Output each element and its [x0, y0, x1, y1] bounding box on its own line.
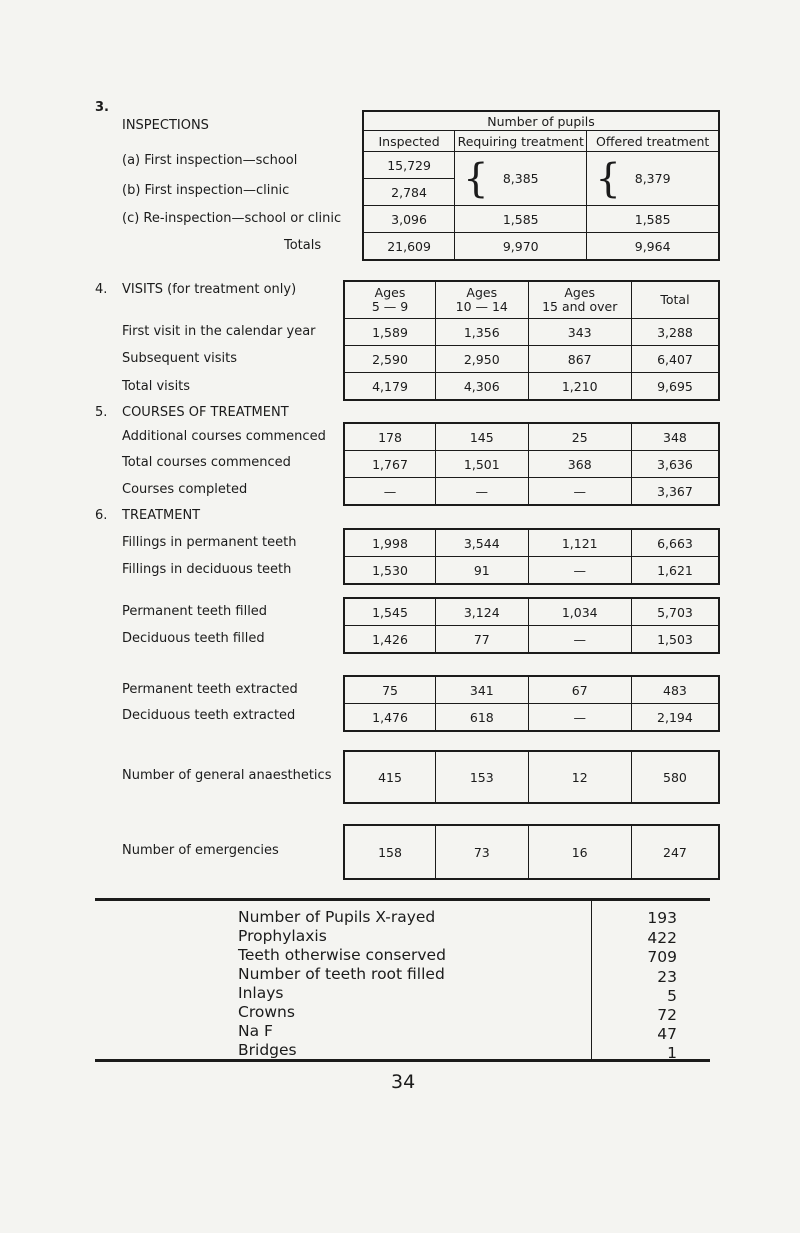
- summary-value: 5: [667, 987, 677, 1005]
- row-label-totals: Totals: [284, 238, 322, 253]
- inspected-school: 15,729: [363, 152, 455, 179]
- col-header-ages-15-over: Ages 15 and over: [528, 281, 631, 319]
- page-number: 34: [391, 1071, 416, 1093]
- summary-value: 193: [647, 909, 677, 927]
- table-row: 1,530 91 — 1,621: [344, 557, 719, 585]
- table-row: 1,589 1,356 343 3,288: [344, 319, 719, 346]
- table-row: 158 73 16 247: [344, 825, 719, 879]
- row-label-fillings-permanent: Fillings in permanent teeth: [122, 535, 297, 550]
- summary-value: 72: [657, 1006, 677, 1024]
- table-row: 1,998 3,544 1,121 6,663: [344, 529, 719, 557]
- requiring-total: 9,970: [455, 233, 587, 261]
- summary-label: Bridges: [238, 1041, 297, 1059]
- table-row: 1,545 3,124 1,034 5,703: [344, 598, 719, 626]
- col-header-requiring-treatment: Requiring treatment: [455, 131, 587, 152]
- row-label-first-inspection-school: (a) First inspection—school: [122, 153, 298, 168]
- section-3-title: INSPECTIONS: [122, 118, 209, 133]
- summary-label: Crowns: [238, 1003, 295, 1021]
- row-label-additional-courses: Additional courses commenced: [122, 429, 326, 444]
- summary-value: 23: [657, 968, 677, 986]
- brace-icon: {: [463, 156, 489, 202]
- row-label-fillings-deciduous: Fillings in deciduous teeth: [122, 562, 292, 577]
- section-5-title: COURSES OF TREATMENT: [122, 405, 289, 420]
- table-row: 2,590 2,950 867 6,407: [344, 346, 719, 373]
- table-row: 415 153 12 580: [344, 751, 719, 803]
- row-label-emergencies: Number of emergencies: [122, 843, 279, 858]
- section-3-number: 3.: [95, 100, 109, 115]
- teeth-extracted-table: [343, 675, 720, 732]
- summary-value: 709: [647, 948, 677, 966]
- row-label-deciduous-extracted: Deciduous teeth extracted: [122, 708, 296, 723]
- row-label-total-visits: Total visits: [122, 379, 191, 394]
- section-6-title: TREATMENT: [122, 508, 201, 523]
- summary-value: 1: [667, 1044, 677, 1062]
- table-row: 1,767 1,501 368 3,636: [344, 451, 719, 478]
- col-header-ages-10-14: Ages 10 — 14: [436, 281, 529, 319]
- inspections-table: [362, 110, 720, 261]
- row-label-permanent-extracted: Permanent teeth extracted: [122, 682, 298, 697]
- summary-label: Teeth otherwise conserved: [238, 946, 446, 964]
- summary-label: Number of teeth root filled: [238, 965, 445, 983]
- offered-re-inspection: 1,585: [587, 206, 719, 233]
- summary-label: Inlays: [238, 984, 284, 1002]
- visits-table: [343, 280, 720, 401]
- row-label-subsequent-visits: Subsequent visits: [122, 351, 238, 366]
- number-of-pupils-header: Number of pupils: [363, 111, 719, 131]
- row-label-first-inspection-clinic: (b) First inspection—clinic: [122, 183, 290, 198]
- teeth-filled-table: [343, 597, 720, 654]
- inspected-clinic: 2,784: [363, 179, 455, 206]
- table-row: 1,426 77 — 1,503: [344, 626, 719, 654]
- table-row: 4,179 4,306 1,210 9,695: [344, 373, 719, 401]
- offered-total: 9,964: [587, 233, 719, 261]
- summary-divider: [591, 901, 592, 1059]
- summary-box: [95, 898, 710, 1062]
- section-6-number: 6.: [95, 508, 108, 523]
- row-label-courses-completed: Courses completed: [122, 482, 248, 497]
- anaesthetics-table: [343, 750, 720, 804]
- summary-label: Na F: [238, 1022, 273, 1040]
- courses-table: [343, 422, 720, 506]
- table-row: — — — 3,367: [344, 478, 719, 506]
- table-row: 75 341 67 483: [344, 676, 719, 704]
- table-row: 1,476 618 — 2,194: [344, 704, 719, 732]
- brace-icon: {: [595, 156, 621, 202]
- col-header-offered-treatment: Offered treatment: [587, 131, 719, 152]
- fillings-table: [343, 528, 720, 585]
- emergencies-table: [343, 824, 720, 880]
- summary-label: Prophylaxis: [238, 927, 327, 945]
- inspected-re-inspection: 3,096: [363, 206, 455, 233]
- col-header-total: Total: [631, 281, 719, 319]
- row-label-general-anaesthetics: Number of general anaesthetics: [122, 768, 332, 783]
- col-header-ages-5-9: Ages 5 — 9: [344, 281, 436, 319]
- row-label-first-visit: First visit in the calendar year: [122, 324, 316, 339]
- row-label-re-inspection: (c) Re-inspection—school or clinic: [122, 211, 342, 226]
- col-header-inspected: Inspected: [363, 131, 455, 152]
- summary-label: Number of Pupils X-rayed: [238, 908, 436, 926]
- offered-first-inspection: { 8,379: [587, 152, 719, 206]
- table-row: 178 145 25 348: [344, 423, 719, 451]
- requiring-re-inspection: 1,585: [455, 206, 587, 233]
- section-4-title: VISITS (for treatment only): [122, 282, 297, 297]
- summary-value: 47: [657, 1025, 677, 1043]
- row-label-permanent-filled: Permanent teeth filled: [122, 604, 268, 619]
- row-label-deciduous-filled: Deciduous teeth filled: [122, 631, 265, 646]
- section-5-number: 5.: [95, 405, 108, 420]
- inspected-total: 21,609: [363, 233, 455, 261]
- summary-value: 422: [647, 929, 677, 947]
- requiring-first-inspection: { 8,385: [455, 152, 587, 206]
- row-label-total-courses: Total courses commenced: [122, 455, 291, 470]
- section-4-number: 4.: [95, 282, 108, 297]
